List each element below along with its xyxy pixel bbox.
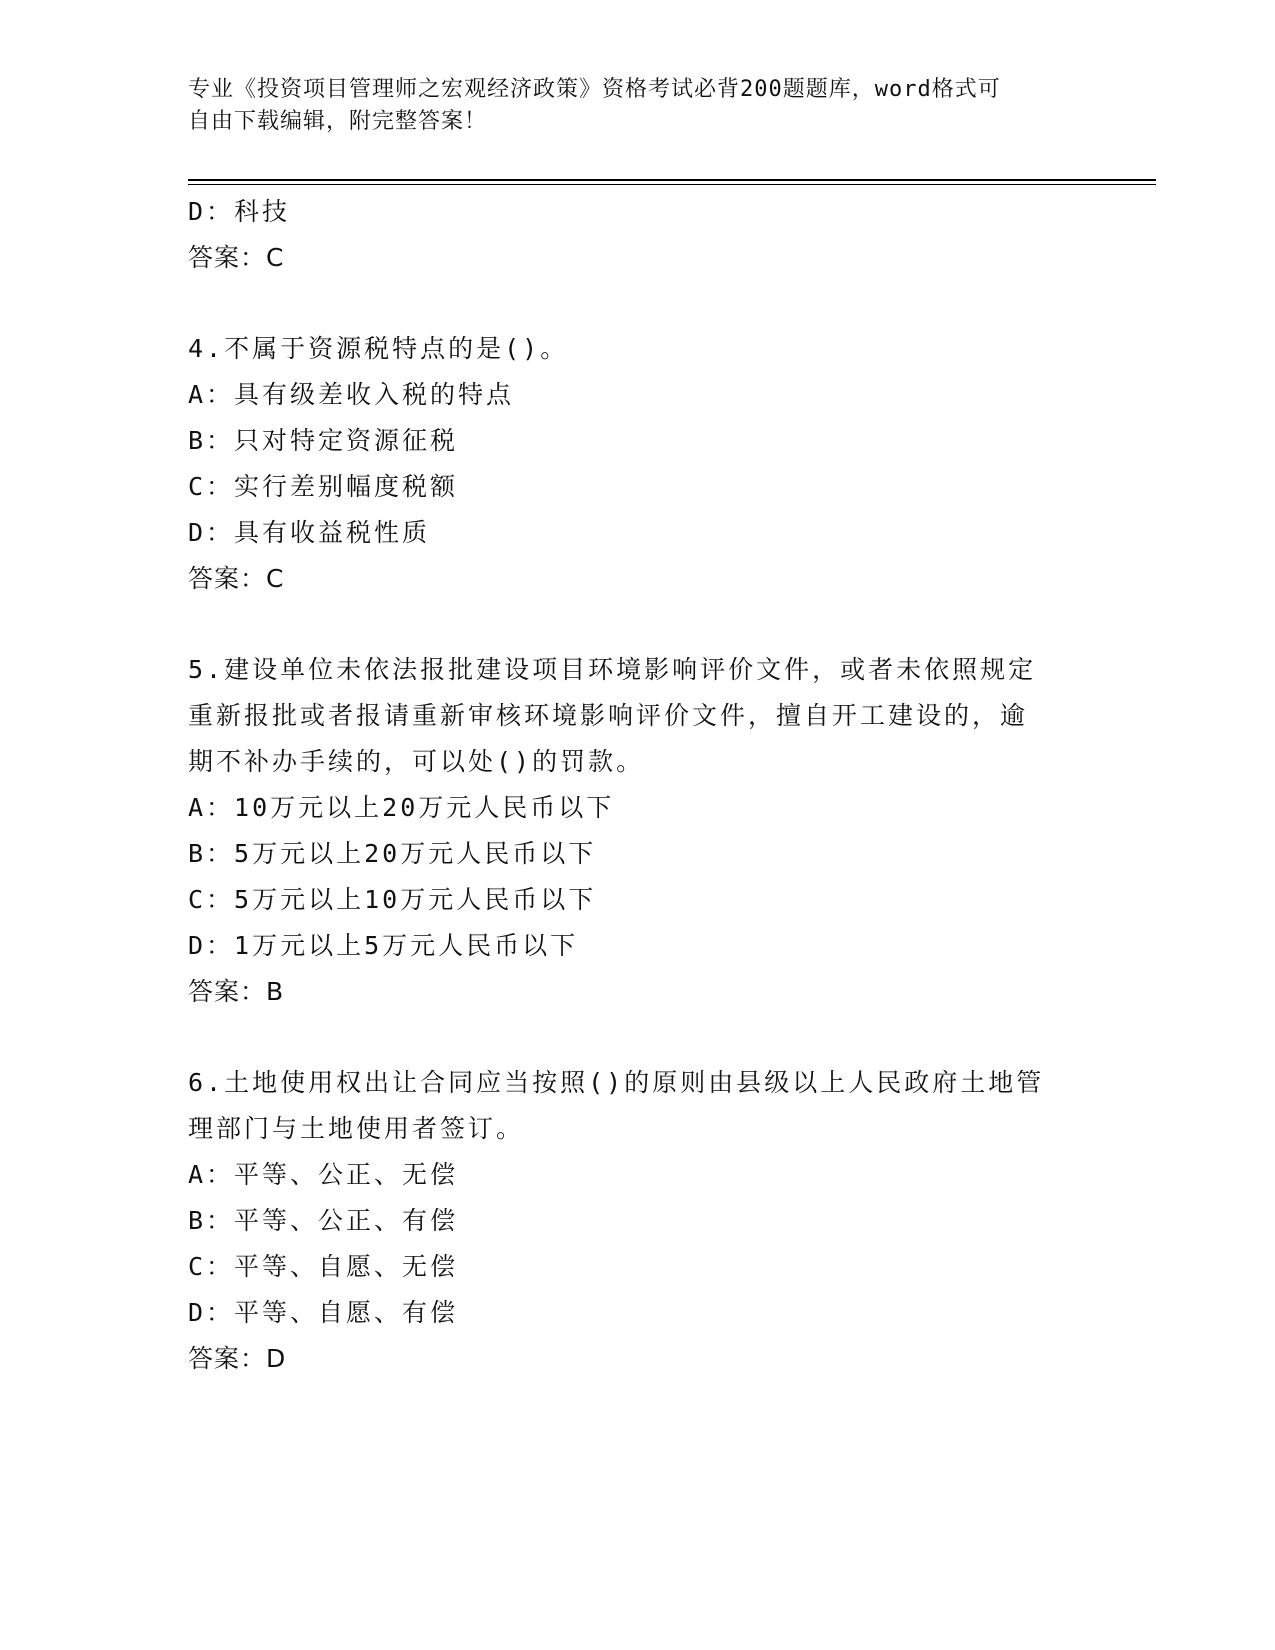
spacer <box>188 602 1088 647</box>
spacer <box>188 1015 1088 1060</box>
answer-line: 答案：D <box>188 1344 287 1373</box>
option-c: C：实行差别幅度税额 <box>188 472 459 501</box>
question-text: 5.建设单位未依法报批建设项目环境影响评价文件，或者未依照规定 <box>188 655 1037 684</box>
header-divider-thick <box>188 179 1156 181</box>
question-text: 期不补办手续的，可以处()的罚款。 <box>188 747 645 776</box>
question-text: 6.土地使用权出让合同应当按照()的原则由县级以上人民政府土地管 <box>188 1068 1045 1097</box>
option-a: A：具有级差收入税的特点 <box>188 380 515 409</box>
question-text: 重新报批或者报请重新审核环境影响评价文件，擅自开工建设的，逾 <box>188 701 1029 730</box>
option-c: C：5万元以上10万元人民币以下 <box>188 885 597 914</box>
question-block-6 <box>188 1060 1088 1382</box>
document-header <box>188 74 1068 138</box>
question-content <box>188 189 1088 1382</box>
answer-line: 答案：C <box>188 243 285 272</box>
option-b: B：5万元以上20万元人民币以下 <box>188 839 597 868</box>
header-line-1: 专业《投资项目管理师之宏观经济政策》资格考试必背200题题库，word格式可 <box>188 77 1001 102</box>
option-b: B：只对特定资源征税 <box>188 426 459 455</box>
answer-line: 答案：C <box>188 564 285 593</box>
option-c: C：平等、自愿、无偿 <box>188 1252 459 1281</box>
question-text: 4.不属于资源税特点的是()。 <box>188 334 569 363</box>
question-block-5 <box>188 647 1088 1015</box>
option-b: B：平等、公正、有偿 <box>188 1206 459 1235</box>
question-block-4 <box>188 326 1088 602</box>
option-a: A：10万元以上20万元人民币以下 <box>188 793 615 822</box>
answer-line: 答案：B <box>188 977 285 1006</box>
spacer <box>188 281 1088 326</box>
option-d: D：1万元以上5万元人民币以下 <box>188 931 579 960</box>
option-a: A：平等、公正、无偿 <box>188 1160 459 1189</box>
header-line-2: 自由下载编辑，附完整答案！ <box>188 109 488 134</box>
option-d: D：具有收益税性质 <box>188 518 431 547</box>
option-d-continued: D：科技 <box>188 197 291 226</box>
option-d: D：平等、自愿、有偿 <box>188 1298 459 1327</box>
header-divider-thin <box>188 184 1156 185</box>
question-text: 理部门与土地使用者签订。 <box>188 1114 525 1143</box>
